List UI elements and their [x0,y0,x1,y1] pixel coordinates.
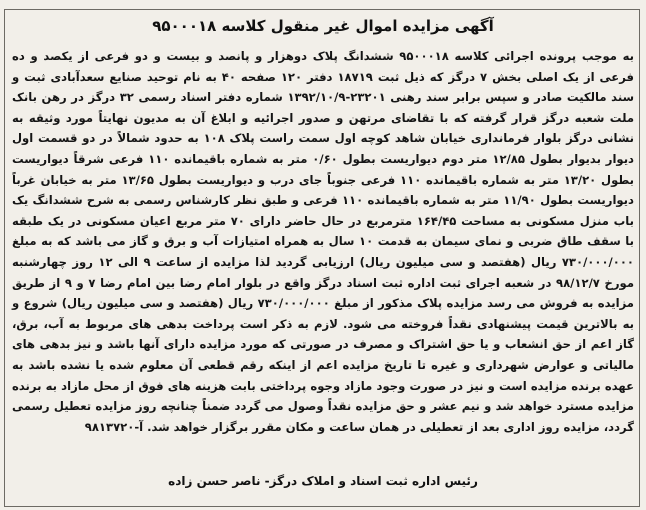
notice-signature: رئیس اداره ثبت اسناد و املاک درگز- ناصر حسن زاده [168,474,478,488]
notice-title: آگهی مزایده اموال غیر منقول کلاسه ۹۵۰۰۰۱۸ [152,17,494,35]
notice-body-text: به موجب پرونده اجرائی کلاسه ۹۵۰۰۰۱۸ ششدانگ پلاک دوهزار و پانصد و بیست و دو فرعی از یکصد و ده فرعی از یک اصلی بخش ۷ درگز که ذیل ثبت ۱۸۷۱۹ دفتر ۱۲۰ صفحه ۴۰ به نام توحید صنایع سعدآبادی ثبت و سند مالکیت صادر و سپس برابر سند رهنی ۲۳۲۰۱-۱۳۹۲/۱۰/۹ شماره دفتر اسناد رسمی ۳۲ درگز در رهن بانک ملت شعبه درگز قرار گرفته که با تقاضای مرتهن و صدور اجرائیه و ابلاغ آن به مدیون نهایتاً مورد وثیقه به نشانی درگز بلوار فرمانداری خیابان شاهد کوچه اول سمت راست پلاک ۱۰۸ به حدود شمالاً در دو قسمت اول دیوار بدیوار بطول ۱۲/۸۵ متر دوم دیواریست بطول ۰/۶۰ متر به شماره باقیمانده ۱۱۰ فرعی شرقاً دیواریست بطول ۱۳/۲۰ متر به شماره باقیمانده ۱۱۰ فرعی جنوباً جای درب و دیواریست بطول ۱۳/۶۵ متر به خیابان غرباً دیواریست بطول ۱۱/۹۰ متر به شماره باقیمانده ۱۱۰ فرعی و طبق نظر کارشناس رسمی به شرح ششدانگ یک باب منزل مسکونی به مساحت ۱۶۴/۴۵ مترمربع در حال حاضر دارای ۷۰ متر مربع اعیان مسکونی در یک طبقه با سقف طاق ضربی و نمای سیمان به قدمت ۱۰ سال به همراه امتیازات آب و برق و گاز می باشد که به مبلغ ۷۳۰/۰۰۰/۰۰۰ ریال (هفتصد و سی میلیون ریال) ارزیابی گردید لذا مزایده از ساعت ۹ الی ۱۲ روز چهارشنبه مورخ ۹۸/۱۲/۷ در شعبه اجرای ثبت اداره ثبت اسناد درگز واقع در بلوار امام رضا بین امام رضا ۷ و ۹ از طریق مزایده به فروش می رسد مزایده پلاک مذکور از مبلغ ۷۳۰/۰۰۰/۰۰۰ ریال (هفتصد و سی میلیون ریال) شروع و به بالاترین قیمت پیشنهادی نقداً فروخته می شود. لازم به ذکر است پرداخت بدهی های مربوط به آب، برق، گاز اعم از حق انشعاب و یا حق اشتراک و مصرف در صورتی که مورد مزایده دارای آنها باشد و نیز بدهی های مالیاتی و عوارض شهرداری و غیره تا تاریخ مزایده اعم از اینکه رقم قطعی آن معلوم شده یا نشده باشد به عهده برنده مزایده است و نیز در صورت وجود مازاد وجوه پرداختی بابت هزینه های فوق از محل مازاد به برنده مزایده مسترد خواهد شد و نیم عشر و حق مزایده نقداً وصول می گردد ضمناً چنانچه روز مزایده تعطیل رسمی گردد، مزایده روز اداری بعد از تعطیلی در همان ساعت و مکان مقرر برگزار خواهد شد. آ-۹۸۱۳۷۲۰ [12,49,635,434]
cropped-previous-text [0,0,646,8]
notice-body [12,46,634,437]
